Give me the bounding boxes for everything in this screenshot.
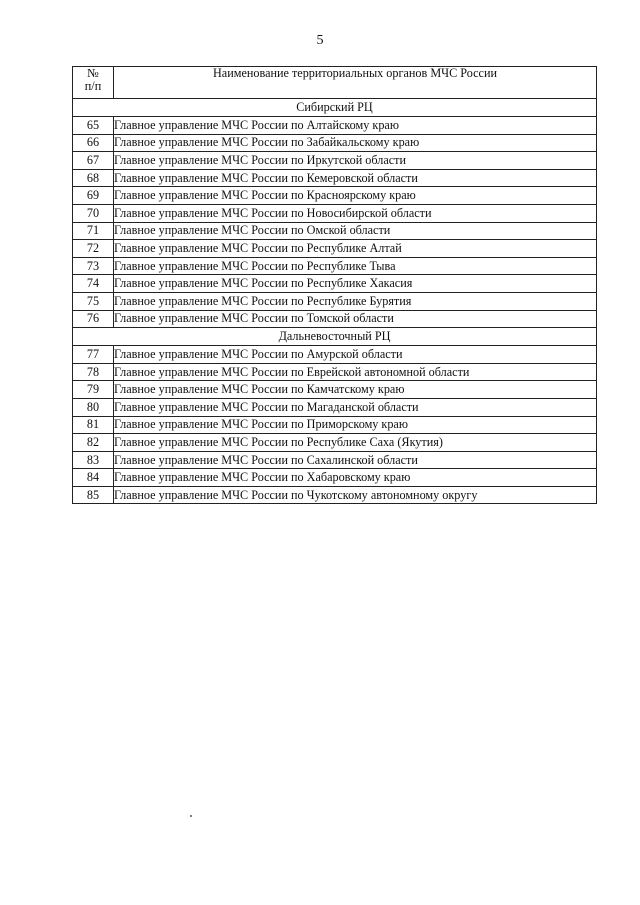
group-title: Сибирский РЦ xyxy=(73,99,597,117)
row-name: Главное управление МЧС России по Томской области xyxy=(114,310,597,328)
table-row xyxy=(73,381,597,399)
table-row xyxy=(73,117,597,135)
row-number: 71 xyxy=(73,222,114,240)
row-name: Главное управление МЧС России по Республике Бурятия xyxy=(114,292,597,310)
row-name: Главное управление МЧС России по Красноярскому краю xyxy=(114,187,597,205)
row-number: 65 xyxy=(73,117,114,135)
table-row xyxy=(73,346,597,364)
table-row xyxy=(73,416,597,434)
row-number: 81 xyxy=(73,416,114,434)
column-header-name: Наименование территориальных органов МЧС России xyxy=(114,67,597,99)
row-number: 80 xyxy=(73,398,114,416)
row-name: Главное управление МЧС России по Республике Алтай xyxy=(114,240,597,258)
row-name: Главное управление МЧС России по Хабаровскому краю xyxy=(114,469,597,487)
column-header-number-abbrev: п/п xyxy=(84,78,102,93)
table-row xyxy=(73,292,597,310)
table-row xyxy=(73,469,597,487)
row-number: 73 xyxy=(73,257,114,275)
row-name: Главное управление МЧС России по Камчатскому краю xyxy=(114,381,597,399)
row-name: Главное управление МЧС России по Приморскому краю xyxy=(114,416,597,434)
table-row xyxy=(73,169,597,187)
row-number: 66 xyxy=(73,134,114,152)
row-name: Главное управление МЧС России по Новосибирской области xyxy=(114,204,597,222)
row-name: Главное управление МЧС России по Чукотскому автономному округу xyxy=(114,486,597,504)
row-name: Главное управление МЧС России по Республике Тыва xyxy=(114,257,597,275)
table-row xyxy=(73,363,597,381)
row-name: Главное управление МЧС России по Республике Хакасия xyxy=(114,275,597,293)
regions-table xyxy=(72,66,597,504)
scan-speck xyxy=(190,815,192,817)
row-name: Главное управление МЧС России по Кемеровской области xyxy=(114,169,597,187)
row-name: Главное управление МЧС России по Амурской области xyxy=(114,346,597,364)
row-number: 79 xyxy=(73,381,114,399)
table-row xyxy=(73,222,597,240)
table-row xyxy=(73,275,597,293)
row-number: 77 xyxy=(73,346,114,364)
table-row xyxy=(73,310,597,328)
table-row xyxy=(73,204,597,222)
row-number: 82 xyxy=(73,434,114,452)
row-name: Главное управление МЧС России по Иркутской области xyxy=(114,152,597,170)
row-name: Главное управление МЧС России по Омской области xyxy=(114,222,597,240)
page-number: 5 xyxy=(316,33,324,48)
column-header-number xyxy=(73,67,114,99)
row-name: Главное управление МЧС России по Алтайскому краю xyxy=(114,117,597,135)
row-name: Главное управление МЧС России по Забайкальскому краю xyxy=(114,134,597,152)
row-number: 83 xyxy=(73,451,114,469)
group-title: Дальневосточный РЦ xyxy=(73,328,597,346)
row-number: 85 xyxy=(73,486,114,504)
column-header-number-symbol: № xyxy=(87,66,99,80)
row-name: Главное управление МЧС России по Сахалинской области xyxy=(114,451,597,469)
row-number: 76 xyxy=(73,310,114,328)
row-number: 84 xyxy=(73,469,114,487)
row-number: 67 xyxy=(73,152,114,170)
row-name: Главное управление МЧС России по Еврейской автономной области xyxy=(114,363,597,381)
table-header xyxy=(73,67,597,99)
row-number: 68 xyxy=(73,169,114,187)
table-row xyxy=(73,257,597,275)
row-number: 69 xyxy=(73,187,114,205)
group-row xyxy=(73,328,597,346)
table-body xyxy=(73,99,597,504)
table-row xyxy=(73,398,597,416)
row-number: 78 xyxy=(73,363,114,381)
row-number: 70 xyxy=(73,204,114,222)
row-number: 72 xyxy=(73,240,114,258)
table-row xyxy=(73,434,597,452)
group-row xyxy=(73,99,597,117)
row-number: 75 xyxy=(73,292,114,310)
table-row xyxy=(73,134,597,152)
table-row xyxy=(73,152,597,170)
row-number: 74 xyxy=(73,275,114,293)
table-row xyxy=(73,451,597,469)
row-name: Главное управление МЧС России по Магаданской области xyxy=(114,398,597,416)
table-row xyxy=(73,240,597,258)
table-row xyxy=(73,187,597,205)
table-row xyxy=(73,486,597,504)
row-name: Главное управление МЧС России по Республике Саха (Якутия) xyxy=(114,434,597,452)
